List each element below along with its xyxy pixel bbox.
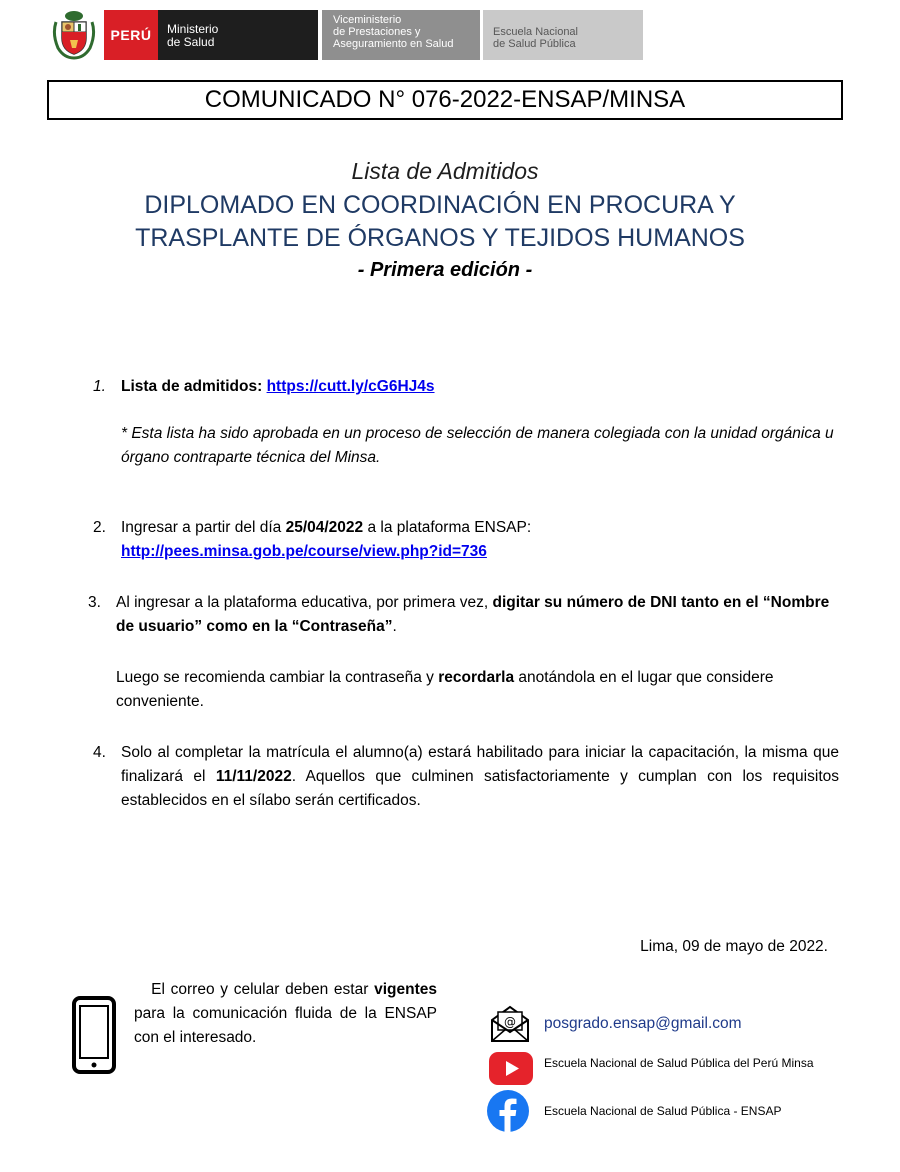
item-text: Ingresar a partir del día	[121, 519, 282, 536]
item-bold-text: digitar su número de DNI tanto en el “Nombre de usuario” como en la “Contraseña”	[116, 594, 830, 635]
item-text: anotándola en el lugar que considere conveniente.	[116, 669, 774, 710]
item-number: 1.	[93, 378, 106, 395]
item-3	[116, 591, 841, 639]
escuela-block	[483, 10, 643, 60]
item-number: 3.	[88, 594, 101, 611]
program-title-line: TRASPLANTE DE ÓRGANOS Y TEJIDOS HUMANOS	[135, 224, 745, 252]
viceministerio-line: de Prestaciones y	[333, 26, 421, 38]
escuela-line: Escuela Nacional	[493, 26, 578, 38]
list-title: Lista de Admitidos	[351, 158, 539, 184]
start-date: 25/04/2022	[285, 519, 364, 536]
item-text: a la plataforma ENSAP:	[367, 519, 532, 536]
item-text: Luego se recomienda cambiar la contraseña y	[116, 669, 434, 686]
facebook-icon	[487, 1090, 529, 1132]
svg-text:@: @	[504, 1015, 516, 1029]
item-3-paragraph	[116, 666, 841, 714]
item-number: 4.	[93, 744, 106, 761]
viceministerio-block	[322, 10, 480, 60]
ministerio-line: Ministerio	[167, 22, 219, 36]
item-text: .	[392, 618, 397, 635]
document-title: COMUNICADO N° 076-2022-ENSAP/MINSA	[204, 86, 686, 113]
notice-text: para la comunicación fluida de la ENSAP con el interesado.	[134, 1005, 437, 1046]
place-date: Lima, 09 de mayo de 2022.	[640, 938, 828, 955]
item-4	[121, 741, 839, 813]
item-number: 2.	[93, 519, 106, 536]
item-bold-text: recordarla	[438, 669, 515, 686]
peru-label: PERÚ	[110, 27, 152, 43]
viceministerio-line: Viceministerio	[333, 14, 402, 26]
item-1	[121, 375, 841, 399]
facebook-page-label: Escuela Nacional de Salud Pública - ENSAP	[544, 1104, 782, 1118]
youtube-icon	[489, 1052, 533, 1085]
end-date: 11/11/2022	[215, 768, 292, 785]
program-title-line: DIPLOMADO EN COORDINACIÓN EN PROCURA Y	[144, 191, 736, 219]
escuela-line: de Salud Pública	[493, 38, 576, 50]
edition-label: - Primera edición -	[357, 259, 533, 281]
document-title-box	[47, 80, 843, 120]
notice-bold: vigentes	[374, 981, 437, 998]
notice-text: El correo y celular deben estar	[151, 981, 369, 998]
ministerio-block	[158, 10, 318, 60]
item-2	[121, 516, 841, 564]
item-text: Solo al completar la matrícula el alumno(a) estará habilitado para iniciar la capacitación, la misma que finalizará el	[121, 744, 839, 785]
mail-icon	[489, 1004, 531, 1044]
contact-email[interactable]: posgrado.ensap@gmail.com	[544, 1015, 742, 1032]
ministerio-line: de Salud	[167, 35, 215, 49]
item-note: * Esta lista ha sido aprobada en un proceso de selección de manera colegiada con la unidad orgánica u órgano contraparte técnica del Minsa.	[121, 425, 834, 466]
coat-of-arms-icon	[52, 8, 96, 60]
admitted-list-link[interactable]: https://cutt.ly/cG6HJ4s	[266, 378, 435, 395]
phone-icon	[72, 996, 116, 1074]
viceministerio-line: Aseguramiento en Salud	[333, 38, 454, 50]
platform-link[interactable]: http://pees.minsa.gob.pe/course/view.php?id=736	[121, 543, 487, 560]
program-title	[40, 189, 840, 255]
youtube-channel-label: Escuela Nacional de Salud Pública del Perú Minsa	[544, 1056, 814, 1070]
contact-notice	[134, 978, 437, 1050]
peru-brand-block	[104, 10, 158, 60]
item-text: . Aquellos que culminen satisfactoriamente y cumplan con los requisitos establecidos en el sílabo serán certificados.	[121, 768, 839, 809]
item-label: Lista de admitidos:	[121, 378, 263, 395]
item-text: Al ingresar a la plataforma educativa, por primera vez,	[116, 594, 489, 611]
